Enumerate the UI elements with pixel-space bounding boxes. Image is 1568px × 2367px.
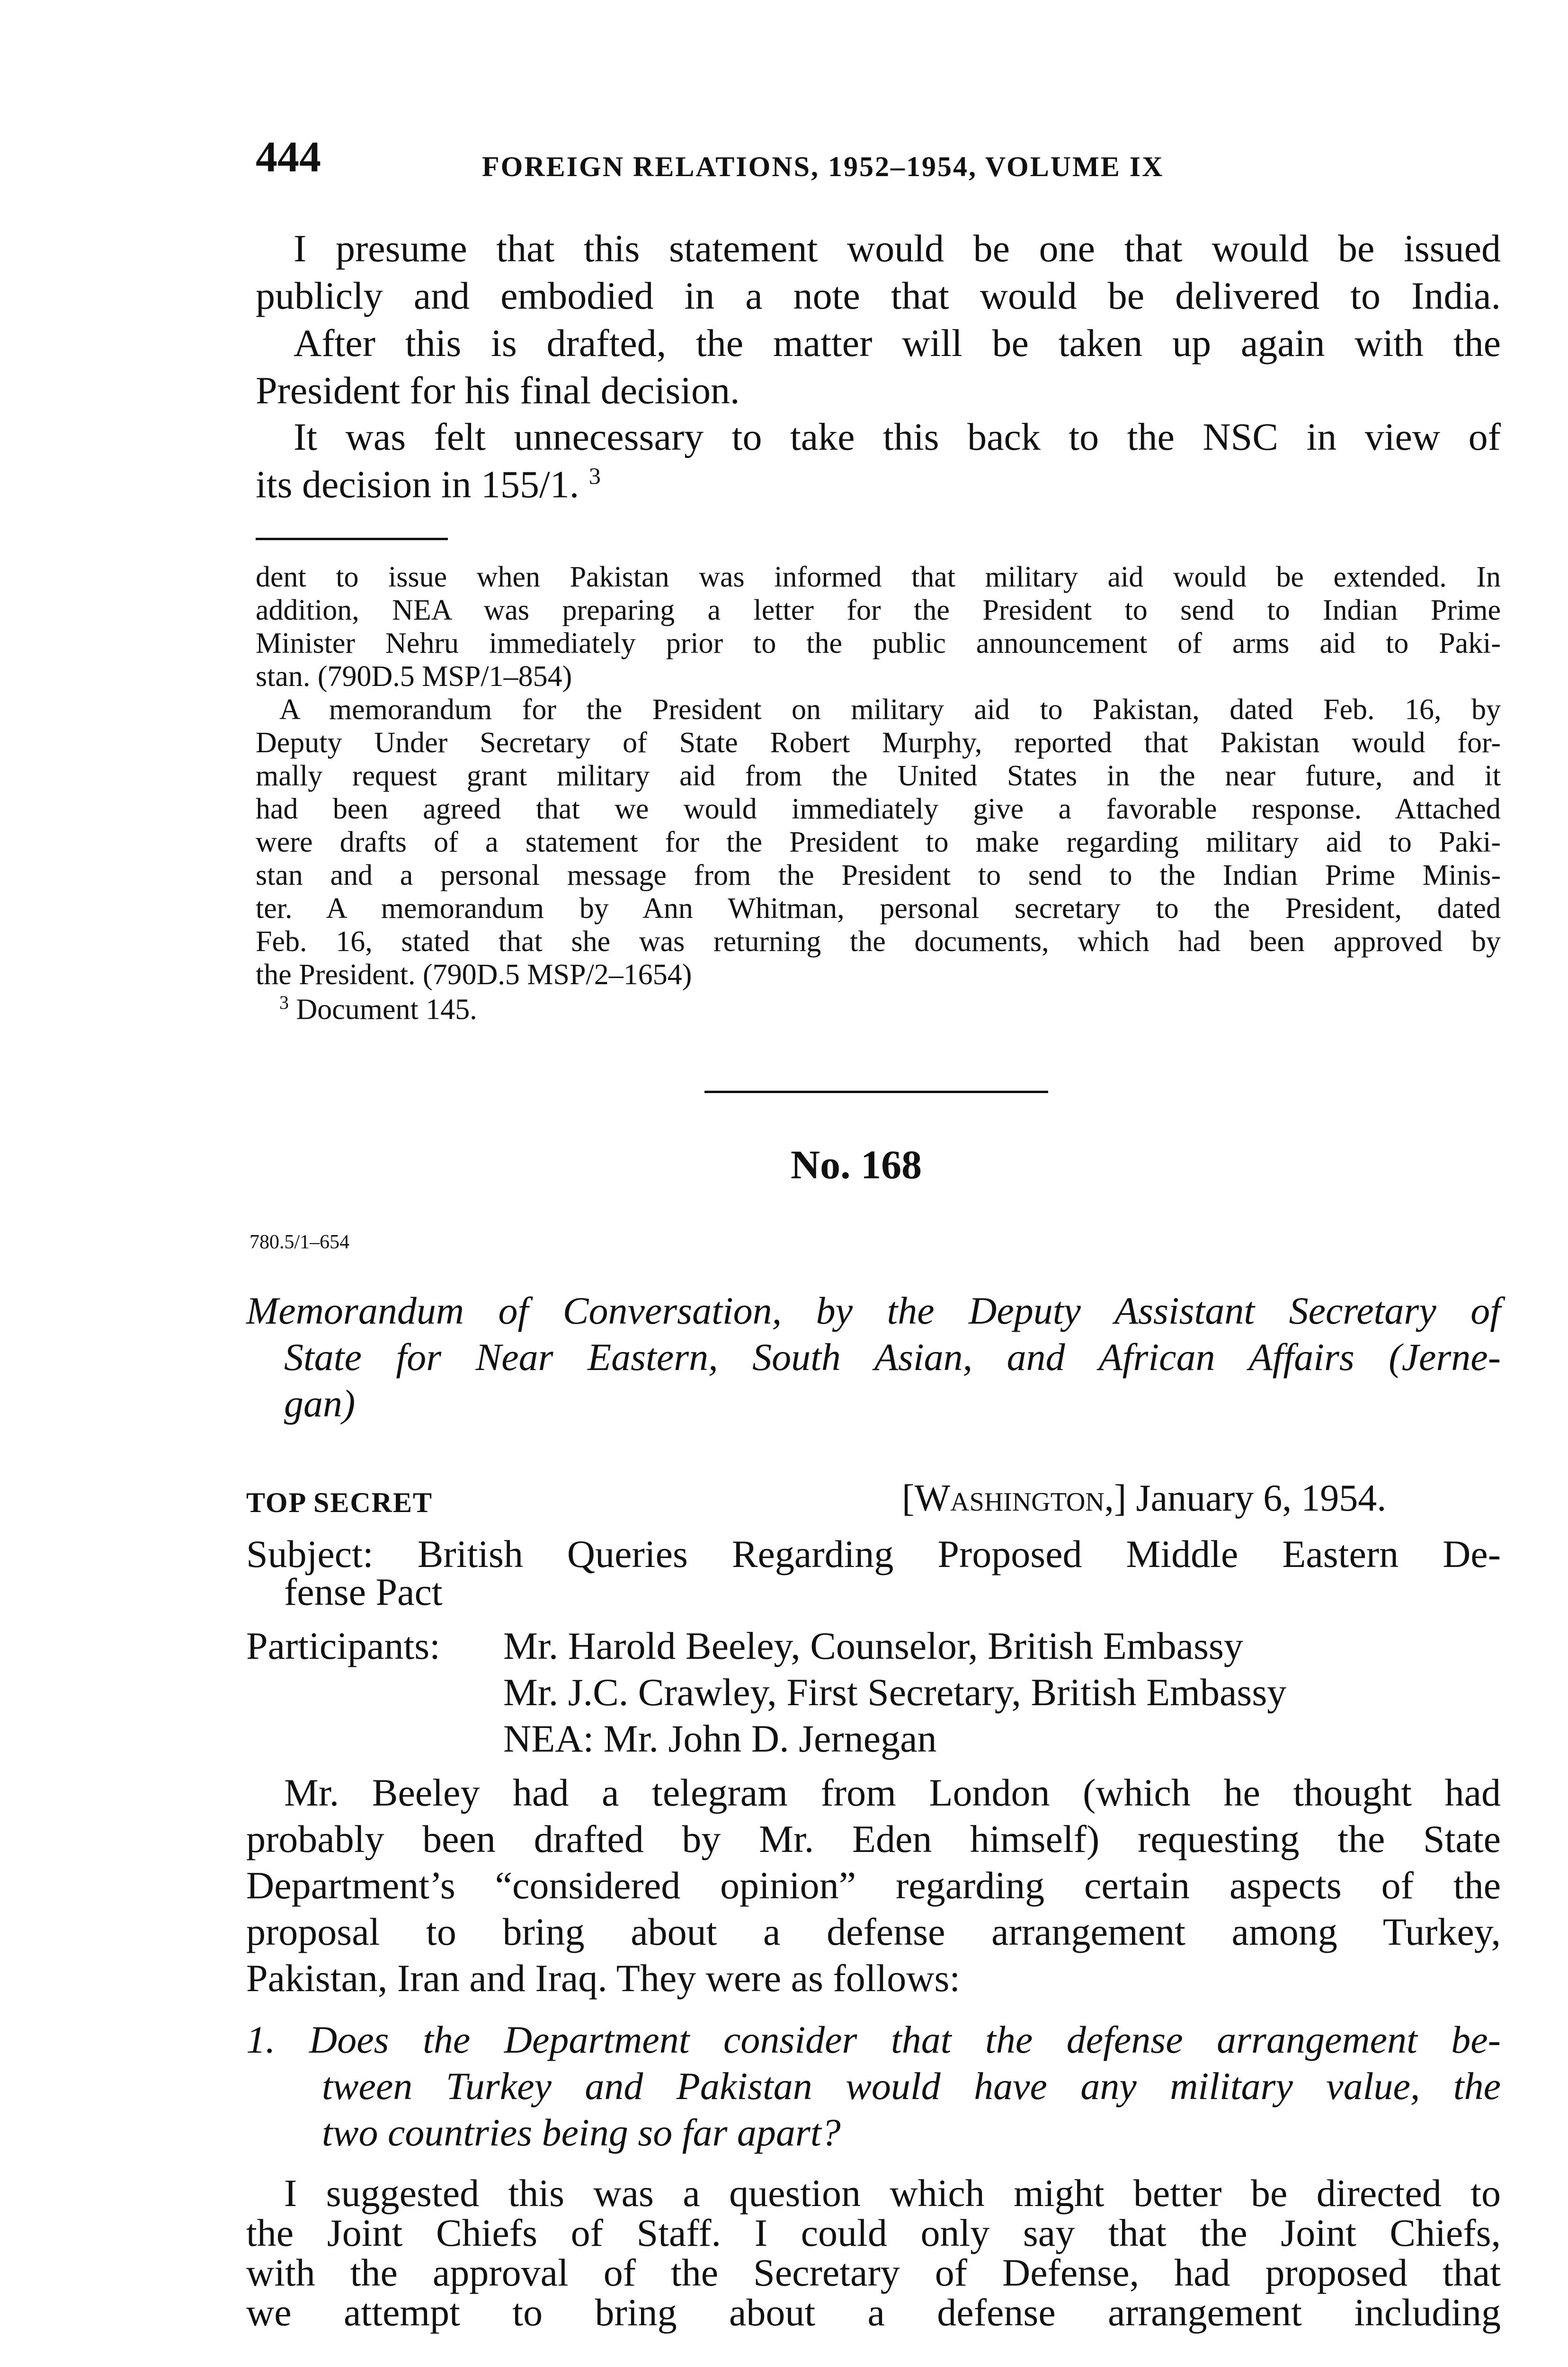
footnote-3-mark: 3 xyxy=(279,992,289,1013)
subject-text-1: British Queries Regarding Proposed Middle Eastern De- xyxy=(417,1532,1501,1575)
body-p2-line-4: we attempt to bring about a defense arrangement including xyxy=(246,2291,1501,2334)
footnote-memo-line-5: were drafts of a statement for the President to make regarding military aid to Paki- xyxy=(256,826,1501,858)
question-1-line-1: 1. Does the Department consider that the defense arrangement be- xyxy=(246,2018,1501,2061)
body-p2-line-3: with the approval of the Secretary of Defense, had proposed that xyxy=(246,2251,1501,2294)
top-paragraph-3-line-1: It was felt unnecessary to take this back to the NSC in view of xyxy=(294,415,1501,458)
footnote-3 xyxy=(279,991,477,1027)
running-header-title: FOREIGN RELATIONS, 1952–1954, VOLUME IX xyxy=(482,151,1164,182)
question-1-line-3: two countries being so far apart? xyxy=(322,2111,841,2154)
footnote-memo-line-7: ter. A memorandum by Ann Whitman, personal secretary to the President, dated xyxy=(256,892,1501,925)
footnote-memo-line-4: had been agreed that we would immediately give a favorable response. Attached xyxy=(256,793,1501,825)
footnote-cont-line-2: addition, NEA was preparing a letter for the President to send to Indian Prime xyxy=(256,594,1501,626)
top-paragraph-2-line-2: President for his final decision. xyxy=(256,369,740,412)
body-p2-line-2: the Joint Chiefs of Staff. I could only say that the Joint Chiefs, xyxy=(246,2211,1501,2254)
footnote-mark-3: 3 xyxy=(588,463,601,489)
question-1-line-2: tween Turkey and Pakistan would have any military value, the xyxy=(322,2064,1501,2108)
footnote-3-text: Document 145. xyxy=(296,993,477,1026)
body-p1-line-4: proposal to bring about a defense arrangement among Turkey, xyxy=(246,1910,1501,1953)
top-paragraph-1-line-2: publicly and embodied in a note that would be delivered to India. xyxy=(256,274,1501,317)
footnote-cont-line-4: stan. (790D.5 MSP/1–854) xyxy=(256,660,572,693)
participant-2: Mr. J.C. Crawley, First Secretary, British Embassy xyxy=(503,1671,1287,1714)
place: [Washington,] xyxy=(902,1477,1127,1519)
page-number: 444 xyxy=(256,133,321,181)
footnote-memo-line-9: the President. (790D.5 MSP/2–1654) xyxy=(256,959,692,991)
body-p1-line-5: Pakistan, Iran and Iraq. They were as follows: xyxy=(246,1957,961,2000)
body-p1-line-3: Department’s “considered opinion” regarding certain aspects of the xyxy=(246,1864,1501,1907)
document-title-line-3: gan) xyxy=(284,1382,356,1425)
footnote-memo-line-8: Feb. 16, stated that she was returning the documents, which had been approved by xyxy=(256,925,1501,958)
file-reference: 780.5/1–654 xyxy=(249,1231,350,1253)
footnote-memo-line-3: mally request grant military aid from the United States in the near future, and it xyxy=(256,760,1501,792)
participant-1: Mr. Harold Beeley, Counselor, British Embassy xyxy=(503,1624,1243,1667)
top-paragraph-3-line-2-text: its decision in 155/1. xyxy=(256,463,579,506)
body-p1-line-1: Mr. Beeley had a telegram from London (which he thought had xyxy=(284,1771,1501,1814)
place-and-date xyxy=(902,1477,1386,1520)
footnote-memo-line-2: Deputy Under Secretary of State Robert Murphy, reported that Pakistan would for- xyxy=(256,727,1501,759)
subject-line-2: fense Pact xyxy=(284,1570,443,1613)
footnote-rule xyxy=(256,538,448,540)
participant-3: NEA: Mr. John D. Jernegan xyxy=(503,1717,937,1760)
footnote-memo-line-1: A memorandum for the President on military aid to Pakistan, dated Feb. 16, by xyxy=(279,694,1501,726)
footnote-cont-line-3: Minister Nehru immediately prior to the public announcement of arms aid to Paki- xyxy=(256,627,1501,659)
document-title-line-2: State for Near Eastern, South Asian, and African Affairs (Jerne- xyxy=(284,1335,1501,1379)
top-paragraph-3-line-2 xyxy=(256,462,601,507)
section-rule xyxy=(704,1091,1048,1093)
top-paragraph-1-line-1: I presume that this statement would be one that would be issued xyxy=(294,227,1501,270)
date: January 6, 1954. xyxy=(1136,1477,1387,1519)
classification-marking: TOP SECRET xyxy=(246,1487,433,1518)
participants-label: Participants: xyxy=(246,1624,440,1667)
top-paragraph-2-line-1: After this is drafted, the matter will be taken up again with the xyxy=(294,321,1501,365)
footnote-memo-line-6: stan and a personal message from the President to send to the Indian Prime Minis- xyxy=(256,859,1501,891)
body-p1-line-2: probably been drafted by Mr. Eden himself) requesting the State xyxy=(246,1817,1501,1860)
document-number: No. 168 xyxy=(791,1142,922,1187)
document-title-line-1: Memorandum of Conversation, by the Deputy Assistant Secretary of xyxy=(246,1289,1501,1332)
body-p2-line-1: I suggested this was a question which might better be directed to xyxy=(284,2171,1501,2215)
footnote-cont-line-1: dent to issue when Pakistan was informed that military aid would be extended. In xyxy=(256,561,1501,593)
subject-label: Subject: xyxy=(246,1532,374,1575)
